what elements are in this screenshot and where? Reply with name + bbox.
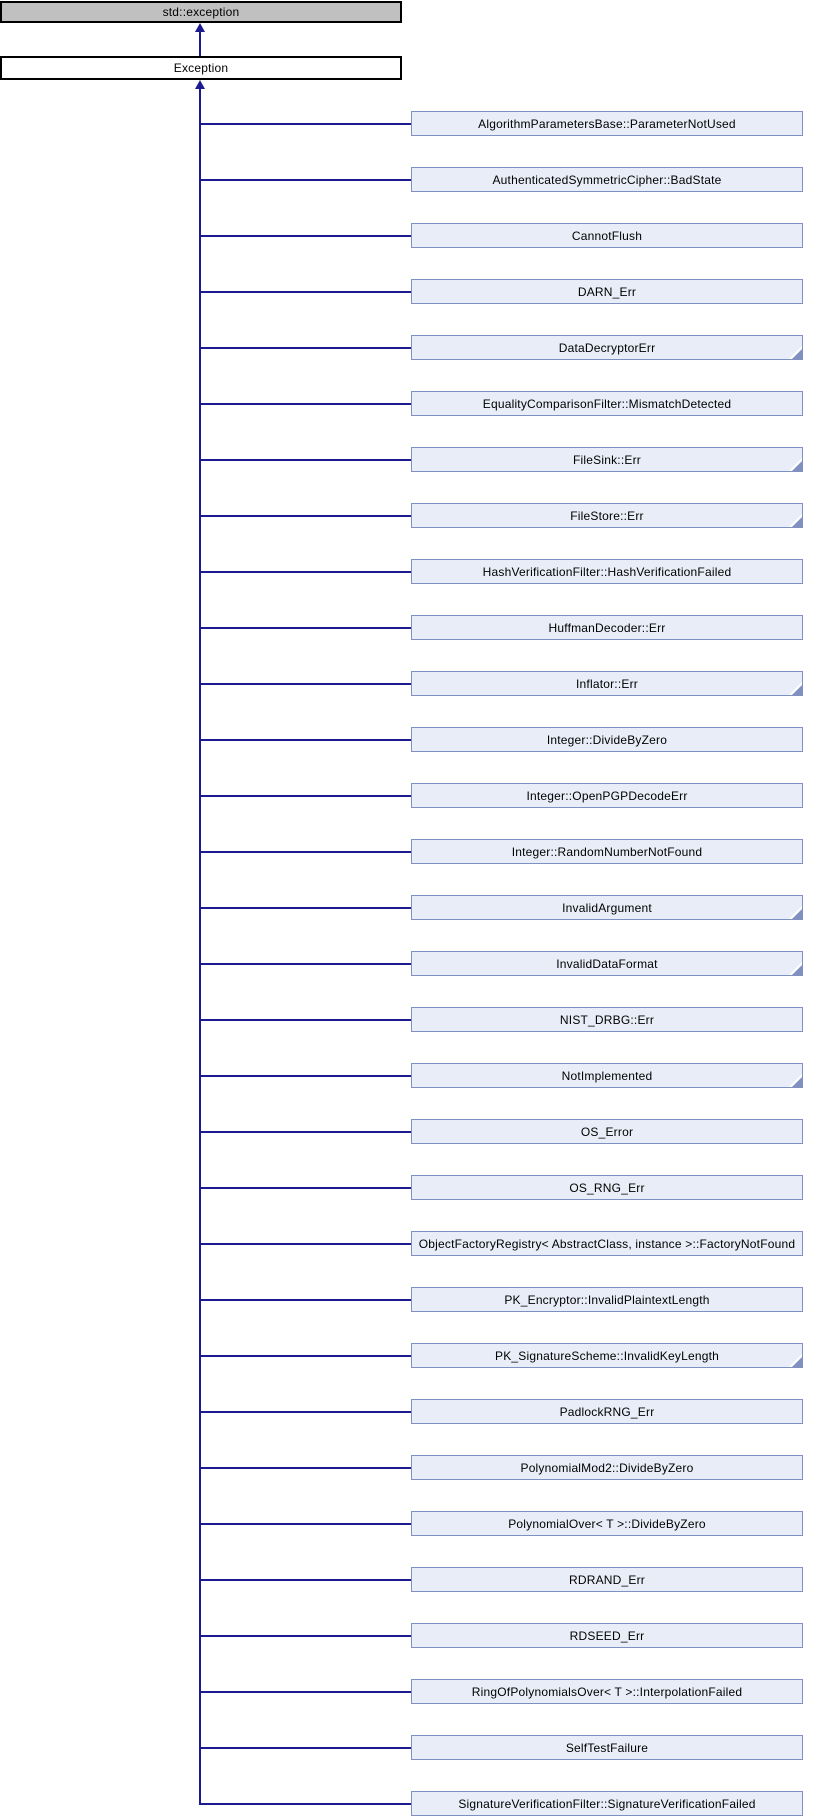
branch-edge (199, 795, 412, 797)
branch-edge (199, 1243, 412, 1245)
branch-edge (199, 963, 412, 965)
inheritance-arrowhead-icon (195, 23, 205, 32)
class-node-label: CannotFlush (571, 228, 643, 243)
class-node-label: Inflator::Err (576, 676, 638, 691)
branch-edge (199, 683, 412, 685)
class-node[interactable] (411, 727, 803, 752)
class-node[interactable] (411, 1007, 803, 1032)
class-node[interactable] (411, 335, 803, 360)
class-node[interactable] (411, 447, 803, 472)
class-node-label: PK_Encryptor::InvalidPlaintextLength (504, 1292, 710, 1307)
class-node-label: Integer::RandomNumberNotFound (511, 844, 703, 859)
branch-edge (199, 1019, 412, 1021)
truncation-fold-icon (792, 517, 802, 527)
class-node-label: RingOfPolynomialsOver< T >::InterpolationFailed (471, 1684, 743, 1699)
class-node-label: AlgorithmParametersBase::ParameterNotUsed (478, 116, 736, 131)
class-node[interactable] (411, 839, 803, 864)
branch-edge (199, 1187, 412, 1189)
branch-edge (199, 1131, 412, 1133)
class-node-label: FileStore::Err (570, 508, 644, 523)
class-node[interactable] (411, 951, 803, 976)
class-node[interactable] (411, 223, 803, 248)
class-node[interactable] (411, 671, 803, 696)
class-node-label: Exception (173, 61, 229, 75)
branch-edge (199, 1691, 412, 1693)
class-node-label: Integer::OpenPGPDecodeErr (526, 788, 688, 803)
class-node[interactable] (411, 1175, 803, 1200)
truncation-fold-icon (792, 909, 802, 919)
truncation-fold-icon (792, 685, 802, 695)
inheritance-edge (199, 32, 201, 56)
class-node[interactable] (411, 1119, 803, 1144)
branch-edge (199, 403, 412, 405)
class-node-label: HashVerificationFilter::HashVerificationFailed (482, 564, 732, 579)
branch-edge (199, 347, 412, 349)
class-node[interactable] (411, 559, 803, 584)
class-node-label: DataDecryptorErr (558, 340, 656, 355)
branch-edge (199, 1803, 412, 1805)
branch-edge (199, 1355, 412, 1357)
class-node[interactable] (411, 503, 803, 528)
branch-edge (199, 1579, 412, 1581)
branch-edge (199, 1747, 412, 1749)
class-node[interactable] (411, 783, 803, 808)
branch-edge (199, 1411, 412, 1413)
class-node[interactable] (411, 111, 803, 136)
branch-edge (199, 1635, 412, 1637)
class-node-label: OS_Error (580, 1124, 634, 1139)
class-node[interactable] (411, 1623, 803, 1648)
class-node-label: PK_SignatureScheme::InvalidKeyLength (494, 1348, 719, 1363)
class-node-label: HuffmanDecoder::Err (548, 620, 666, 635)
class-node-label: std::exception (162, 5, 240, 19)
class-node[interactable] (411, 895, 803, 920)
class-node[interactable] (411, 279, 803, 304)
class-node[interactable] (411, 1287, 803, 1312)
branch-edge (199, 627, 412, 629)
class-node-std-exception (0, 1, 402, 23)
branch-edge (199, 235, 412, 237)
class-node[interactable] (411, 1511, 803, 1536)
truncation-fold-icon (792, 1357, 802, 1367)
truncation-fold-icon (792, 461, 802, 471)
class-node-label: RDSEED_Err (569, 1628, 645, 1643)
class-node[interactable] (411, 1231, 803, 1256)
branch-edge (199, 179, 412, 181)
branch-edge (199, 851, 412, 853)
class-node[interactable] (411, 615, 803, 640)
class-node-label: EqualityComparisonFilter::MismatchDetected (482, 396, 732, 411)
truncation-fold-icon (792, 1077, 802, 1087)
class-node-label: DARN_Err (577, 284, 637, 299)
class-node-label: AuthenticatedSymmetricCipher::BadState (492, 172, 722, 187)
class-node-label: InvalidDataFormat (556, 956, 658, 971)
class-node[interactable] (411, 1399, 803, 1424)
class-node[interactable] (411, 1063, 803, 1088)
truncation-fold-icon (792, 965, 802, 975)
class-node[interactable] (411, 167, 803, 192)
branch-edge (199, 1467, 412, 1469)
class-node-label: SignatureVerificationFilter::SignatureVerificationFailed (458, 1796, 756, 1811)
branch-edge (199, 123, 412, 125)
class-node-label: FileSink::Err (573, 452, 641, 467)
branch-edge (199, 907, 412, 909)
branch-edge (199, 571, 412, 573)
class-node-label: RDRAND_Err (568, 1572, 645, 1587)
class-node[interactable] (411, 1455, 803, 1480)
class-node-label: InvalidArgument (562, 900, 652, 915)
branch-edge (199, 1075, 412, 1077)
class-node-label: SelfTestFailure (565, 1740, 649, 1755)
class-node-label: ObjectFactoryRegistry< AbstractClass, instance >::FactoryNotFound (418, 1236, 796, 1251)
branch-edge (199, 515, 412, 517)
branch-edge (199, 1299, 412, 1301)
class-node-label: OS_RNG_Err (569, 1180, 645, 1195)
class-node[interactable] (411, 1343, 803, 1368)
class-node[interactable] (411, 1679, 803, 1704)
class-node-label: PadlockRNG_Err (559, 1404, 655, 1419)
class-node-label: Integer::DivideByZero (546, 732, 668, 747)
class-node-exception (0, 56, 402, 80)
branch-edge (199, 459, 412, 461)
class-node[interactable] (411, 1735, 803, 1760)
branch-edge (199, 739, 412, 741)
truncation-fold-icon (792, 349, 802, 359)
branch-edge (199, 1523, 412, 1525)
class-node[interactable] (411, 1567, 803, 1592)
class-node[interactable] (411, 1791, 803, 1816)
class-node-label: PolynomialOver< T >::DivideByZero (508, 1516, 706, 1531)
class-node[interactable] (411, 391, 803, 416)
branch-edge (199, 291, 412, 293)
class-node-label: PolynomialMod2::DivideByZero (520, 1460, 694, 1475)
class-node-label: NotImplemented (561, 1068, 653, 1083)
class-node-label: NIST_DRBG::Err (559, 1012, 655, 1027)
inheritance-arrowhead-icon (195, 80, 205, 89)
